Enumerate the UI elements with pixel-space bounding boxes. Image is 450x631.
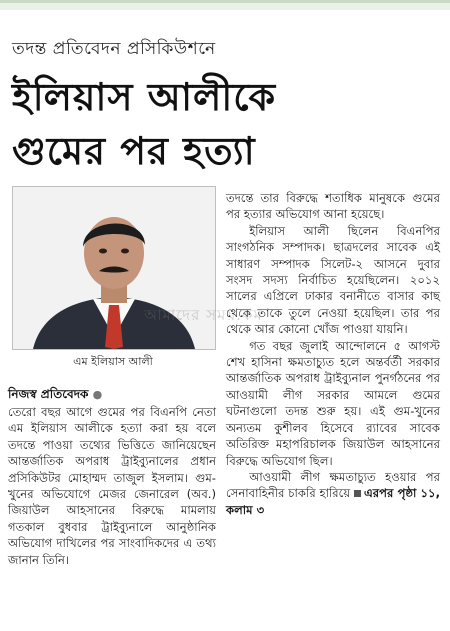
- body-paragraph: তেরো বছর আগে গুমের পর বিএনপি নেতা এম ইলিয়াস আলীকে হত্যা করা হয় বলে তদন্তে পাওয়া তথ্যের ভিত্তিতে জানিয়েছেন আন্তর্জাতিক অপরাধ ট্রাইব্যুনালের প্রধান প্রসিকিউটর মোহাম্মদ তাজুল ইসলাম। গুম-খুনের অভিযোগে মেজর জেনারেল (অব.) জিয়াউল আহসানের বিরুদ্ধে মামলায় গতকাল বুধবার ট্রাইব্যুনালে আনুষ্ঠানিক অভিযোগ দাখিলের পর সাংবাদিকদের এ তথ্য জানান তিনি।: [8, 405, 216, 567]
- article-column-left: [8, 404, 216, 568]
- square-icon: [354, 490, 361, 497]
- article-column-right: [226, 190, 440, 518]
- top-rule: [0, 0, 450, 10]
- body-paragraph: তদন্তে তার বিরুদ্ধে শতাধিক মানুষকে গুমের পর হত্যার অভিযোগ আনা হয়েছে।: [226, 191, 440, 222]
- byline-text: নিজস্ব প্রতিবেদক: [8, 387, 89, 401]
- body-paragraph-last: [226, 469, 440, 518]
- kicker: তদন্ত প্রতিবেদন প্রসিকিউশনে: [12, 39, 216, 59]
- body-paragraph: ইলিয়াস আলী ছিলেন বিএনপির সাংগঠনিক সম্পাদক। ছাত্রদলের সাবেক এই সাধারণ সম্পাদক সিলেট-২ আসনে দুবার সংসদ সদস্য নির্বাচিত হয়েছিলেন। ২০১২ সালের এপ্রিলে ঢাকার বনানীতে বাসার কাছ থেকে তাকে তুলে নেওয়া হয়েছিল। তার পর থেকে আর কোনো খোঁজ পাওয়া যায়নি।: [226, 223, 440, 337]
- bullet-dot-icon: ●: [92, 388, 103, 401]
- headline-line-2: গুমের পর হত্যা: [12, 129, 256, 173]
- body-paragraph: গত বছর জুলাই আন্দোলনে ৫ আগস্ট শেখ হাসিনা ক্ষমতাচ্যুত হলে অন্তর্বর্তী সরকার আন্তর্জাতিক অপরাধ ট্রাইব্যুনাল পুনর্গঠনের পর আওয়ামী লীগ সরকার আমলে গুমের ঘটনাগুলো তদন্ত শুরু হয়। এই গুম-খুনের অন্যতম কুশীলব হিসেবে র‍্যাবের সাবেক অতিরিক্ত মহাপরিচালক জিয়াউল আহসানের বিরুদ্ধে অভিযোগ ছিল।: [226, 338, 440, 468]
- body-paragraph-text: আওয়ামী লীগ ক্ষমতাচ্যুত হওয়ার পর সেনাবাহিনীর চাকরি হারিয়ে: [226, 469, 440, 501]
- headline-line-1: ইলিয়াস আলীকে: [12, 75, 277, 119]
- byline: [8, 386, 102, 406]
- continuation-text: এরপর পৃষ্ঠা ১১, কলাম ৩: [226, 486, 440, 517]
- watermark: আমাদের সময়.কম: [144, 306, 263, 324]
- photo-caption: এম ইলিয়াস আলী: [73, 355, 153, 368]
